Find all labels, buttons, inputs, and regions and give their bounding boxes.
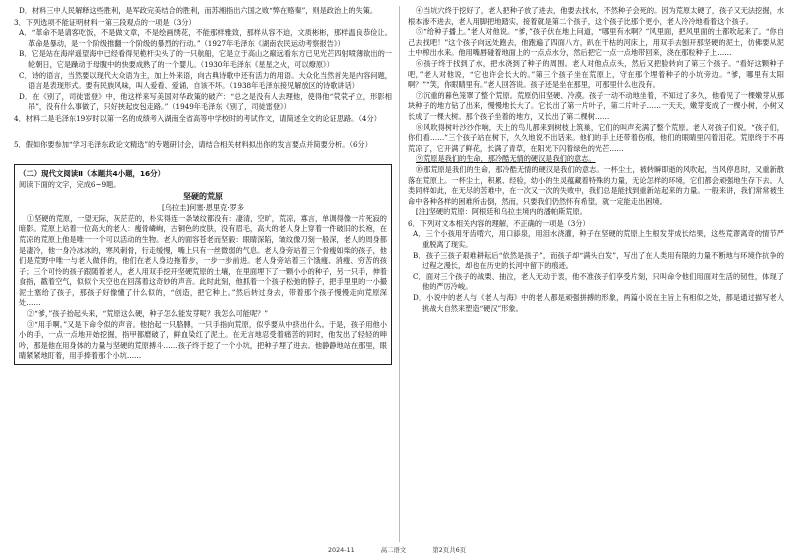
- question-3: 3．下列选项不能证明材料一第三段观点的一项是（3分）: [14, 17, 196, 27]
- page-footer: [0, 545, 794, 554]
- paragraph-4: ④当坑穴终于挖好了，老人把种子放了进去，他要去找水，不然种子会死的。因为荒原太硬了，孩子又无法挖掘，水根本渗不进去，老人用脚把地踏实，接着就是第二个孩子，这个孩子比那个更小，老人冷冷地看着这个孩子。: [408, 6, 784, 26]
- left-column: [14, 6, 392, 367]
- question-5: 5．假如你要参加“学习毛泽东政论文精选”的专题研讨会，请结合相关材料拟出你的发言要点并简要分析。（6分）: [14, 139, 372, 149]
- column-divider: [399, 6, 400, 542]
- paragraph-5: ⑤“给种子播上。”老人对他说。“爹，”孩子伏在地上问道，“哪里有水啊？”风里面，把风里面的土都吹起来了。“你自己去找吧！”这个孩子向远处跑去，他跑遍了四面八方，趴在干枯的河床上，用双手去刨开那坚硬的泥土，仿佛要从泥土中榨出水来。他用嘴唇碰着地面上的一点点水分，然后把它一点一点地带回来，浇在那粒种子上……: [408, 27, 784, 58]
- paragraph-9-text: ⑨荒原是我们的生命，那冷酷无情的硬汉是我们的意志。: [415, 154, 596, 164]
- footnote: [注]坚硬的荒原：阿根廷和乌拉圭境内的潘帕斯荒原。: [415, 207, 587, 217]
- question-4: 4．材料二是毛泽东19岁时以第一名的成绩考入湖南全省高等中学校时的考试作文，请简述全文的论证思路。（4分）: [14, 113, 381, 123]
- q3-option-a: A．“革命不是请客吃饭，不是做文章，不是绘画绣花，不能那样雅致，那样从容不迫，文质彬彬，那样温良恭俭让。革命是暴动，是一个阶级推翻一个阶级的暴烈的行动。”（1927年毛泽东《湖南农民运动考察报告》）: [19, 28, 392, 48]
- reading-section-box: [14, 164, 392, 365]
- q6-option-c: C．面对三个孩子的战栗、抽泣，老人无动于衷，他不准孩子们享受片刻，只叫命令他们用面对生活的韧性，体现了他的严厉冷峻。: [413, 271, 784, 292]
- section-instruction: 阅读下面的文字，完成6~9题。: [19, 179, 121, 189]
- answer-space-q4: [14, 125, 392, 139]
- q2-option-d: D．材料三中人民解释这些胜利，是军政完美结合的胜利，而苏湘指出六国之败“弊在赂秦”，则是政治上的失策。: [19, 6, 378, 15]
- paragraph-8: ⑧风吹得树叶沙沙作响，天上的鸟儿都来到树枝上筑巢，它们的叫声充满了整个荒原。老人对孩子们说，“孩子们，你们看……”三个孩子站在树下，久久地说不出话来。他们的手上还带着伤痕，他们的眼睛里闪着泪花。荒原终于不再荒凉了，它开满了鲜花，长满了青草，在阳光下闪着绿色的光芒……: [408, 122, 784, 153]
- paragraph-1: ①坚硬的荒原，一望无际，灰茫茫的，朴实得连一条皱纹都没有：凄清，空旷，荒凉，寡言，单调得像一片死寂的暗影。荒原上站着一位高大的老人：瘦骨嶙峋，古铜色的皮肤，没有眉毛，高大的老人身上穿着一件破旧的长袍，在荒凉的荒原上他是唯一一个可以活动的生物。老人的面容苍老而坚毅：眼睛深陷，皱纹像刀刻一般深，老人的周身都是凄冷，他一身冷冰冰的，寒风刺骨，行走缓慢，嘴上只有一丝微弱的气息。老人身旁站着三个骨瘦如柴的孩子，他们是荒野中唯一与老人做伴的，他们在老人身边拖着步，一步一步前进。老人身旁站着三个饿瘦、消瘦、穷苦的孩子；三个可怜的孩子跟随着老人，老人用双手挖开坚硬荒原的土壤，在里面埋下了一颗小小的种子，另一只手，伸着食指，戳着空气，似似个天空也在回荡着这奇妙的声音。此时此刻，他抓着一个孩子松弛的脖子，把手里里的一小撮泥土塞给了孩子，那孩子好像懂了什么似的，“创造，把它种上。”然后转过身去，带着那个孩子慢慢走向荒原深处……: [19, 213, 387, 308]
- footer-date: 2024-11: [327, 546, 355, 554]
- question-6: 6．下列对文本相关内容的理解，不正确的一项是（3分）: [408, 218, 590, 228]
- q3-option-d: D．在《别了，司徒雷登》中，他这样来写美国对华政策的破产：“总之是没有人去理他，使得他“茕茕孑立，形影相吊”，没有什么事做了，只好挟起皮包走路。”（1949年毛泽东《别了，司徒雷登》）: [19, 91, 392, 112]
- right-column: [408, 6, 784, 314]
- paragraph-6: ⑥孩子终于找到了水，把水浇到了种子的周围。老人对他点点头，然后又把脸转向了第三个孩子。“看好这颗种子吧，”老人对他说，“它也许会长大的。”第三个孩子坐在荒原上，守在那个埋着种子的小坑旁边。“爹，哪里有太阳啊？”“笑，你眼睛里有。”老人回答说。孩子还是坐在那里，可那里什么也没有。: [408, 58, 784, 90]
- answer-space-q5: [14, 150, 392, 162]
- paragraph-7: ⑦沉重的暮色笼罩了整个荒原。荒原仍旧坚硬、冷漠。孩子一动不动地坐着，不知过了多久，他看见了一棵嫩芽从那块种子的地方钻了出来，慢慢地长大了。它长出了第一片叶子，第二片叶子……一天天，嫩芽变成了一棵小树，小树又长成了一棵大树。那个孩子坐着的地方，又长出了第二棵树……: [408, 90, 784, 121]
- q3-option-c: C．诗的语言，当然要以现代大众语为主，加上外来语，向古典诗歌中还有活力的用语。大众化当然首先是内容问题，语言是表现形式。要有民族风味，叫人爱看、爱诵，自该不坏。（1938年毛泽东接见解放区的诗歌讲话）: [19, 70, 392, 91]
- q3-option-b: B．它是站在海岸遥望海中已经看得见桅杆尖头了的一只航船，它是立于高山之巅远看东方已见光芒四射喷薄欲出的一轮朝日，它是躁动于母腹中的快要成熟了的一个婴儿。（1930年毛泽东《星星之火，可以燎原》）: [19, 49, 392, 69]
- story-title: 坚硬的荒原: [183, 192, 223, 202]
- q6-option-b: B．孩子三孩子艰难耕耘后“依然是孩子”，而孩子却“满头白发”，写出了在人类用有限的力量不断地与环境作抗争的过程之漫长，却也在历史的长河中留下的痕迹。: [413, 250, 784, 271]
- footer-page-number: 第2页共6页: [432, 546, 467, 554]
- story-author: [乌拉圭]何塞·恩里克·罗多: [161, 203, 245, 213]
- paragraph-2: ②“爹，”孩子抬起头来，“荒原这么硬，种子怎么能发芽呢？我怎么可能呢？”: [26, 309, 269, 319]
- footer-subject: 高二语文: [380, 546, 407, 554]
- paragraph-10: ⑩那荒原是我们的生命，那冷酷无情的硬汉是我们的意志。一杯尘土，被转瞬即逝的风吹起，当风停息时，又重新散落在荒原上。一杯尘土，积累、经验，幼小的生灵蕴藏着特殊的力量，无论怎样的环境，它们都会顽强地生存下去。人类同样如此，在无尽的苦难中，在一次又一次的失败中，我们总是能找到重新站起来的力量。一般来讲，我们常常被生命中各种各样的困难所击倒，然而，只要我们仍然怀有希望，就一定能走出困境。: [408, 164, 784, 206]
- paragraph-9: [408, 154, 784, 165]
- paragraph-3: ③“用手啊。”又是下命令似的声音。他抬起一只胳膊，一只手指向荒原，似乎要从中挤出什么。于是，孩子用他小小的手，一点一点地开始挖掘，指甲都磨破了，鲜血染红了泥土。在无言地忍受着痛苦的同时，他发出了轻轻的呻吟，那是他在用身体的力量与坚硬的荒原搏斗……孩子终于挖了一个小坑，把种子埋了进去。他静静地站在那里，眼睛紧紧地盯着，用手捧着那个小坑……: [19, 319, 387, 361]
- q6-option-a: A．三个小孩用牙齿啃穴，用口舔泉，用泪水浇灌，种子在坚硬的荒原上生根发芽成长结果，这些荒谬离奇的情节严重脱离了现实。: [413, 229, 784, 250]
- q6-option-d: D．小说中的老人与《老人与海》中的老人都是顽强拼搏的形象，两篇小说在主旨上有相似之处，都是通过描写老人挑战大自然来塑造“硬汉”形象。: [413, 293, 784, 313]
- section-heading: （二）现代文阅读Ⅱ（本题共4小题，16分）: [19, 169, 165, 179]
